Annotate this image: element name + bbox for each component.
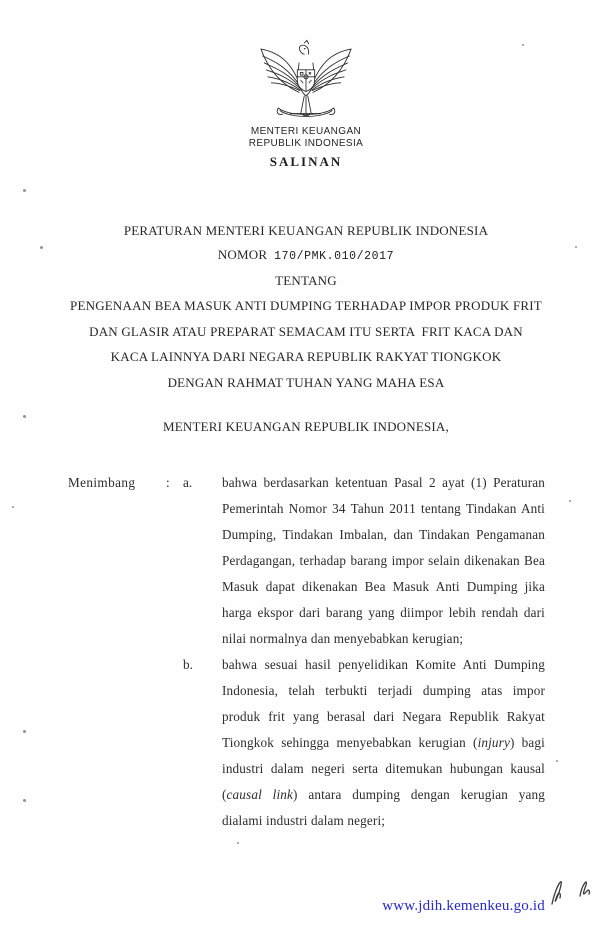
scan-speck bbox=[522, 44, 524, 46]
menimbang-item-a bbox=[183, 470, 546, 652]
scan-speck bbox=[23, 415, 26, 418]
item-text: bahwa berdasarkan ketentuan Pasal 2 ayat (1) Peraturan Pemerintah Nomor 34 Tahun 2011 tentang Tindakan Anti Dumping, Tindakan Imbalan, dan Tindakan Pengamanan Perdagangan, terhadap barang impor selain dikenakan Bea Masuk dapat dikenakan Bea Masuk Anti Dumping jika harga ekspor dari barang yang diimpor lebih rendah dari nilai normalnya dan menyebabkan kerugian; bbox=[222, 475, 545, 646]
ministry-name: MENTERI KEUANGAN bbox=[250, 126, 362, 137]
scan-speck bbox=[23, 799, 26, 802]
nomor-value: 170/PMK.010/2017 bbox=[274, 249, 395, 263]
copy-label: SALINAN bbox=[269, 154, 343, 169]
scan-speck bbox=[556, 760, 558, 762]
item-text: bahwa sesuai hasil penyelidikan Komite Anti Dumping Indonesia, telah terbukti terjadi dumping atas impor produk frit yang berasal dari Negara Republik Rakyat Tiongkok sehingga menyebabkan kerugian (injury) bagi industri dalam negeri serta ditemukan hubungan kausal (causal link) antara dumping dengan kerugian yang dialami industri dalam negeri; bbox=[222, 657, 545, 828]
item-letter: a. bbox=[183, 475, 193, 490]
scan-speck bbox=[575, 246, 577, 248]
menimbang-section bbox=[68, 470, 546, 834]
jdih-website-link[interactable]: www.jdih.kemenkeu.go.id bbox=[382, 898, 545, 914]
regulation-title: PERATURAN MENTERI KEUANGAN REPUBLIK INDONESIA bbox=[123, 223, 489, 238]
menimbang-item-b bbox=[183, 652, 546, 834]
italic-term-injury: injury bbox=[477, 735, 510, 750]
ministry-country: REPUBLIK INDONESIA bbox=[248, 137, 364, 149]
regulation-heading bbox=[0, 218, 612, 440]
menimbang-label: Menimbang bbox=[68, 475, 136, 490]
scan-speck bbox=[569, 500, 571, 502]
invocation: DENGAN RAHMAT TUHAN YANG MAHA ESA bbox=[167, 374, 445, 390]
scan-speck bbox=[12, 506, 14, 508]
menimbang-colon: : bbox=[166, 475, 170, 490]
subject-line-3: KACA LAINNYA DARI NEGARA REPUBLIK RAKYAT TIONGKOK bbox=[110, 349, 502, 364]
issuer: MENTERI KEUANGAN REPUBLIK INDONESIA, bbox=[163, 419, 449, 434]
scan-speck bbox=[23, 189, 26, 192]
italic-term-causal-link: causal link bbox=[226, 787, 294, 802]
item-letter: b. bbox=[183, 657, 193, 672]
nomor-label: NOMOR bbox=[217, 246, 268, 262]
subject-line-1: PENGENAAN BEA MASUK ANTI DUMPING TERHADAP IMPOR PRODUK FRIT bbox=[70, 298, 542, 313]
garuda-pancasila-emblem-icon bbox=[254, 38, 358, 126]
scan-speck bbox=[237, 842, 239, 844]
letterhead bbox=[0, 38, 612, 170]
tentang-label: TENTANG bbox=[275, 272, 337, 288]
handwritten-initials-icon bbox=[536, 872, 598, 914]
regulation-number-line bbox=[0, 244, 612, 268]
subject-line-2: DAN GLASIR ATAU PREPARAT SEMACAM ITU SERTA FRIT KACA DAN bbox=[89, 323, 523, 339]
scan-speck bbox=[40, 246, 43, 249]
scan-speck bbox=[23, 730, 26, 733]
menimbang-items bbox=[183, 470, 546, 834]
